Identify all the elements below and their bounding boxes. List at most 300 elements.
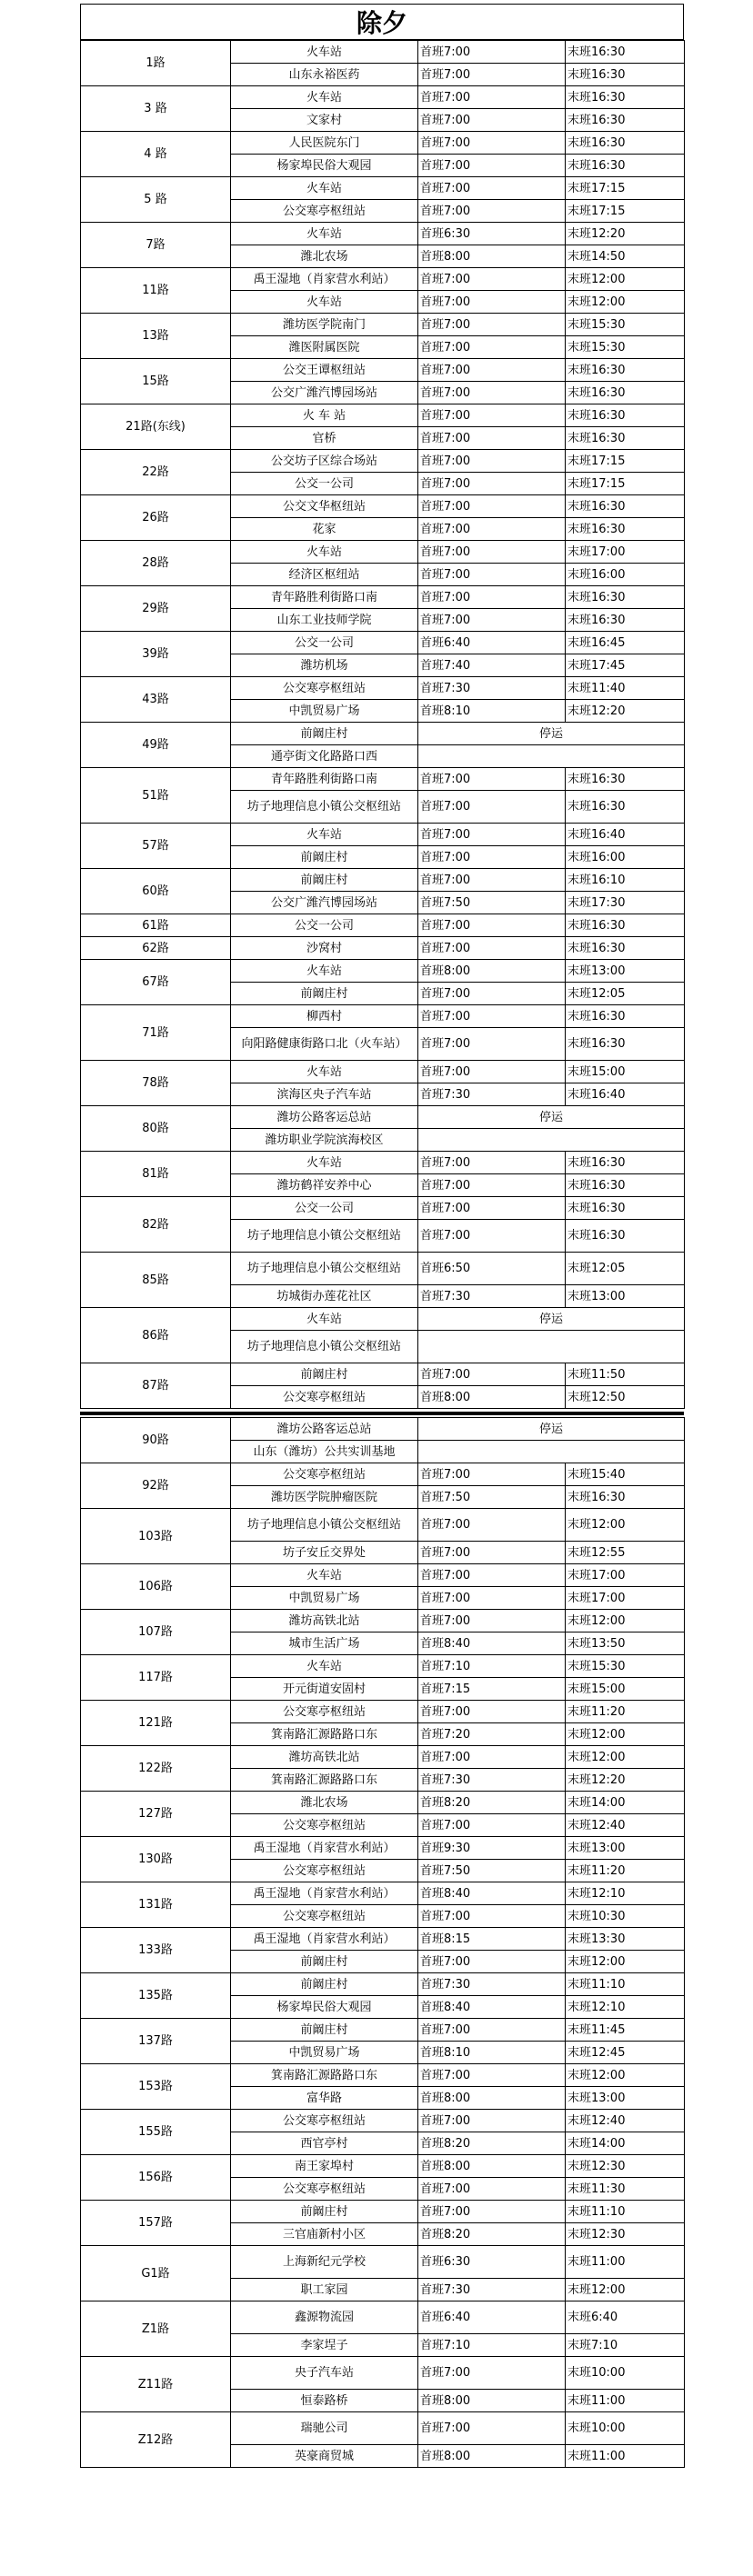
stop-name: 花家 [231,518,418,541]
route-number: 43路 [81,677,231,723]
route-number: 11路 [81,268,231,314]
last-bus-time: 末班12:30 [566,2223,685,2246]
route-number: 61路 [81,914,231,937]
route-number: 29路 [81,586,231,632]
stop-name: 开元街道安固村 [231,1678,418,1701]
last-bus-time: 末班10:30 [566,1905,685,1928]
section-divider [80,1412,684,1415]
table-row [81,1061,685,1083]
route-number: 78路 [81,1061,231,1106]
route-number: 28路 [81,541,231,586]
last-bus-time: 末班16:30 [566,1005,685,1028]
last-bus-time: 末班16:00 [566,846,685,869]
first-bus-time: 首班8:00 [418,2445,566,2468]
first-bus-time: 首班7:00 [418,1905,566,1928]
last-bus-time: 末班12:10 [566,1882,685,1905]
last-bus-time: 末班17:15 [566,450,685,473]
stop-name: 前阚庄村 [231,1973,418,1996]
route-number: 15路 [81,359,231,404]
route-number: 21路(东线) [81,404,231,450]
first-bus-time: 首班8:15 [418,1928,566,1951]
last-bus-time: 末班16:40 [566,824,685,846]
last-bus-time: 末班16:30 [566,768,685,791]
table-row [81,1564,685,1587]
route-number: 135路 [81,1973,231,2019]
table-row [81,1253,685,1285]
suspended-label: 停运 [418,723,685,745]
table-row [81,1363,685,1386]
route-number: 7路 [81,223,231,268]
stop-name: 沙窝村 [231,937,418,960]
first-bus-time: 首班7:00 [418,869,566,892]
route-number: 130路 [81,1837,231,1882]
route-number: 85路 [81,1253,231,1308]
first-bus-time: 首班7:00 [418,200,566,223]
first-bus-time: 首班7:00 [418,1610,566,1632]
stop-name: 前阚庄村 [231,846,418,869]
first-bus-time: 首班7:50 [418,1860,566,1882]
first-bus-time: 首班8:00 [418,2155,566,2178]
last-bus-time: 末班16:30 [566,155,685,177]
table-row [81,86,685,109]
last-bus-time: 末班17:00 [566,1564,685,1587]
table-row [81,541,685,564]
last-bus-time: 末班12:00 [566,1610,685,1632]
route-number: 92路 [81,1463,231,1509]
first-bus-time: 首班8:40 [418,1882,566,1905]
page-title: 除夕 [80,4,684,40]
stop-name: 潍坊高铁北站 [231,1746,418,1769]
last-bus-time: 末班16:30 [566,609,685,632]
stop-name: 公交寒亭枢纽站 [231,1463,418,1486]
first-bus-time: 首班7:00 [418,1028,566,1061]
last-bus-time: 末班12:30 [566,2155,685,2178]
first-bus-time: 首班7:00 [418,791,566,824]
last-bus-time: 末班15:00 [566,1678,685,1701]
stop-name: 官桥 [231,427,418,450]
table-row [81,2201,685,2223]
stop-name: 公交坊子区综合场站 [231,450,418,473]
last-bus-time: 末班11:40 [566,677,685,700]
first-bus-time: 首班6:40 [418,632,566,654]
first-bus-time: 首班7:00 [418,473,566,495]
stop-name: 坊子地理信息小镇公交枢纽站 [231,1509,418,1542]
first-bus-time: 首班7:10 [418,1655,566,1678]
first-bus-time: 首班7:00 [418,1814,566,1837]
stop-name: 公交一公司 [231,473,418,495]
first-bus-time: 首班7:00 [418,314,566,336]
stop-name: 前阚庄村 [231,2019,418,2042]
stop-name: 火车站 [231,1152,418,1174]
route-number: 71路 [81,1005,231,1061]
last-bus-time: 末班12:40 [566,2110,685,2132]
stop-name: 箕南路汇源路路口东 [231,2064,418,2087]
suspended-label: 停运 [418,1418,685,1441]
last-bus-time: 末班16:10 [566,869,685,892]
stop-name: 公交寒亭枢纽站 [231,1386,418,1409]
stop-name: 三官庙新村小区 [231,2223,418,2246]
last-bus-time: 末班11:20 [566,1860,685,1882]
first-bus-time: 首班6:40 [418,2301,566,2334]
route-number: 156路 [81,2155,231,2201]
stop-name: 箕南路汇源路路口东 [231,1723,418,1746]
first-bus-time: 首班7:00 [418,541,566,564]
first-bus-time: 首班7:00 [418,291,566,314]
first-bus-time: 首班7:30 [418,677,566,700]
last-bus-time: 末班13:00 [566,1837,685,1860]
first-bus-time: 首班7:00 [418,2412,566,2445]
table-row [81,1973,685,1996]
stop-name: 南王家埠村 [231,2155,418,2178]
last-bus-time: 末班10:00 [566,2357,685,2390]
last-bus-time: 末班16:00 [566,564,685,586]
table-row [81,359,685,382]
table-row [81,1509,685,1542]
stop-name: 前阚庄村 [231,869,418,892]
suspended-label: 停运 [418,1308,685,1331]
stop-name: 潍医附属医院 [231,336,418,359]
stop-name: 中凯贸易广场 [231,700,418,723]
last-bus-time: 末班16:30 [566,1220,685,1253]
route-number: 4 路 [81,132,231,177]
route-number: 67路 [81,960,231,1005]
last-bus-time: 末班16:30 [566,64,685,86]
route-number: 107路 [81,1610,231,1655]
last-bus-time: 末班16:30 [566,791,685,824]
first-bus-time: 首班7:00 [418,109,566,132]
table-row [81,869,685,892]
last-bus-time: 末班16:30 [566,586,685,609]
stop-name: 公交一公司 [231,632,418,654]
last-bus-time: 末班14:50 [566,245,685,268]
first-bus-time: 首班7:00 [418,268,566,291]
last-bus-time: 末班6:40 [566,2301,685,2334]
table-row [81,914,685,937]
last-bus-time: 末班17:15 [566,177,685,200]
route-number: 117路 [81,1655,231,1701]
route-number: 87路 [81,1363,231,1409]
last-bus-time: 末班13:30 [566,1928,685,1951]
last-bus-time: 末班11:10 [566,1973,685,1996]
stop-name: 火车站 [231,177,418,200]
route-number: 157路 [81,2201,231,2246]
first-bus-time: 首班7:00 [418,1220,566,1253]
stop-name: 公交寒亭枢纽站 [231,677,418,700]
route-number: 82路 [81,1197,231,1253]
stop-name: 火 车 站 [231,404,418,427]
last-bus-time: 末班10:00 [566,2412,685,2445]
stop-name: 箕南路汇源路路口东 [231,1769,418,1792]
stop-name: 前阚庄村 [231,1951,418,1973]
first-bus-time: 首班7:40 [418,654,566,677]
first-bus-time: 首班7:00 [418,64,566,86]
first-bus-time: 首班7:00 [418,768,566,791]
stop-name: 火车站 [231,541,418,564]
stop-name: 公交寒亭枢纽站 [231,1860,418,1882]
table-row [81,937,685,960]
first-bus-time: 首班8:00 [418,2087,566,2110]
table-row [81,2412,685,2445]
first-bus-time: 首班7:00 [418,846,566,869]
table-row [81,132,685,155]
stop-name: 公交一公司 [231,914,418,937]
first-bus-time: 首班7:30 [418,2279,566,2301]
stop-name: 经济区枢纽站 [231,564,418,586]
last-bus-time: 末班12:00 [566,1746,685,1769]
last-bus-time: 末班12:05 [566,1253,685,1285]
first-bus-time: 首班7:00 [418,359,566,382]
stop-name: 前阚庄村 [231,723,418,745]
stop-name: 鑫源物流园 [231,2301,418,2334]
table-row [81,723,685,745]
first-bus-time: 首班7:00 [418,1746,566,1769]
last-bus-time: 末班12:20 [566,700,685,723]
stop-name: 潍坊职业学院滨海校区 [231,1129,418,1152]
route-number: 3 路 [81,86,231,132]
table-row [81,1005,685,1028]
first-bus-time: 首班7:30 [418,1973,566,1996]
table-row [81,2155,685,2178]
table-row [81,1928,685,1951]
table-row [81,824,685,846]
stop-name: 潍北农场 [231,245,418,268]
stop-name: 职工家园 [231,2279,418,2301]
stop-name: 禹王湿地（肖家营水利站） [231,1928,418,1951]
last-bus-time: 末班15:30 [566,336,685,359]
first-bus-time: 首班7:00 [418,1463,566,1486]
last-bus-time: 末班12:00 [566,1509,685,1542]
table-row [81,2110,685,2132]
table-row [81,1746,685,1769]
table-row [81,41,685,64]
route-number: 81路 [81,1152,231,1197]
route-number: 51路 [81,768,231,824]
route-number: Z11路 [81,2357,231,2412]
stop-name: 富华路 [231,2087,418,2110]
stop-name: 杨家埠民俗大观园 [231,155,418,177]
stop-name: 中凯贸易广场 [231,2042,418,2064]
table-row [81,2301,685,2334]
first-bus-time: 首班7:00 [418,1174,566,1197]
stop-name: 潍坊公路客运总站 [231,1418,418,1441]
last-bus-time: 末班12:00 [566,1723,685,1746]
first-bus-time: 首班7:00 [418,914,566,937]
table-row [81,1418,685,1441]
last-bus-time: 末班16:30 [566,1028,685,1061]
first-bus-time: 首班7:00 [418,177,566,200]
first-bus-time: 首班8:20 [418,2223,566,2246]
stop-name: 潍坊医学院南门 [231,314,418,336]
last-bus-time: 末班7:10 [566,2334,685,2357]
last-bus-time: 末班15:30 [566,314,685,336]
first-bus-time: 首班7:00 [418,1587,566,1610]
first-bus-time: 首班7:50 [418,892,566,914]
stop-name: 公交王谭枢纽站 [231,359,418,382]
suspended-label: 停运 [418,1106,685,1129]
table-row [81,1837,685,1860]
first-bus-time: 首班7:30 [418,1285,566,1308]
last-bus-time: 末班16:30 [566,1152,685,1174]
last-bus-time: 末班11:10 [566,2201,685,2223]
first-bus-time: 首班7:00 [418,382,566,404]
first-bus-time: 首班7:00 [418,2201,566,2223]
first-bus-time: 首班6:30 [418,2246,566,2279]
last-bus-time: 末班12:00 [566,268,685,291]
last-bus-time: 末班16:30 [566,427,685,450]
route-number: 57路 [81,824,231,869]
first-bus-time: 首班8:20 [418,2132,566,2155]
last-bus-time: 末班11:00 [566,2445,685,2468]
first-bus-time: 首班7:00 [418,2110,566,2132]
first-bus-time: 首班7:00 [418,586,566,609]
first-bus-time: 首班7:00 [418,2178,566,2201]
stop-name: 通亭街文化路路口西 [231,745,418,768]
route-number: 26路 [81,495,231,541]
table-row [81,677,685,700]
stop-name: 滨海区央子汽车站 [231,1083,418,1106]
last-bus-time: 末班11:45 [566,2019,685,2042]
last-bus-time: 末班17:15 [566,200,685,223]
first-bus-time: 首班7:50 [418,1486,566,1509]
route-number: 5 路 [81,177,231,223]
first-bus-time: 首班7:00 [418,983,566,1005]
stop-name: 央子汽车站 [231,2357,418,2390]
route-number: 127路 [81,1792,231,1837]
stop-name: 柳西村 [231,1005,418,1028]
stop-name: 城市生活广场 [231,1632,418,1655]
first-bus-time: 首班8:40 [418,1996,566,2019]
last-bus-time: 末班16:30 [566,518,685,541]
first-bus-time: 首班7:00 [418,427,566,450]
last-bus-time: 末班14:00 [566,1792,685,1814]
last-bus-time: 末班15:30 [566,1655,685,1678]
route-number: 133路 [81,1928,231,1973]
table-row [81,2246,685,2279]
first-bus-time: 首班7:15 [418,1678,566,1701]
last-bus-time: 末班12:55 [566,1542,685,1564]
last-bus-time: 末班12:05 [566,983,685,1005]
route-number: 49路 [81,723,231,768]
stop-name: 前阚庄村 [231,983,418,1005]
first-bus-time: 首班7:00 [418,824,566,846]
table-row [81,768,685,791]
table-row [81,1792,685,1814]
stop-name: 向阳路健康街路口北（火车站） [231,1028,418,1061]
last-bus-time: 末班12:00 [566,2279,685,2301]
stop-name: 青年路胜利街路口南 [231,586,418,609]
first-bus-time: 首班7:00 [418,1363,566,1386]
table-row [81,960,685,983]
table-row [81,1655,685,1678]
route-number: 13路 [81,314,231,359]
stop-name: 公交寒亭枢纽站 [231,1814,418,1837]
first-bus-time: 首班7:00 [418,518,566,541]
table-row [81,1197,685,1220]
last-bus-time: 末班12:00 [566,1951,685,1973]
stop-name: 火车站 [231,824,418,846]
stop-name: 火车站 [231,41,418,64]
first-bus-time: 首班7:00 [418,155,566,177]
first-bus-time: 首班7:00 [418,1701,566,1723]
last-bus-time: 末班16:30 [566,1486,685,1509]
stop-name: 坊子地理信息小镇公交枢纽站 [231,1220,418,1253]
last-bus-time: 末班16:30 [566,359,685,382]
stop-name: 潍坊机场 [231,654,418,677]
stop-name: 瑞驰公司 [231,2412,418,2445]
stop-name: 坊子地理信息小镇公交枢纽站 [231,791,418,824]
stop-name: 上海新纪元学校 [231,2246,418,2279]
stop-name: 英豪商贸城 [231,2445,418,2468]
first-bus-time: 首班7:00 [418,1509,566,1542]
first-bus-time: 首班7:10 [418,2334,566,2357]
stop-name: 恒泰路桥 [231,2390,418,2412]
first-bus-time: 首班6:50 [418,1253,566,1285]
first-bus-time: 首班7:00 [418,2357,566,2390]
table-row [81,632,685,654]
stop-name: 杨家埠民俗大观园 [231,1996,418,2019]
first-bus-time: 首班7:00 [418,609,566,632]
last-bus-time: 末班13:00 [566,1285,685,1308]
first-bus-time: 首班7:00 [418,450,566,473]
last-bus-time: 末班12:00 [566,291,685,314]
stop-name: 公交广潍汽博园场站 [231,892,418,914]
stop-name: 坊子地理信息小镇公交枢纽站 [231,1331,418,1363]
last-bus-time: 末班11:00 [566,2246,685,2279]
route-number: 131路 [81,1882,231,1928]
last-bus-time: 末班16:30 [566,404,685,427]
last-bus-time: 末班16:40 [566,1083,685,1106]
table-row [81,1882,685,1905]
first-bus-time: 首班7:00 [418,1005,566,1028]
first-bus-time: 首班7:00 [418,564,566,586]
last-bus-time: 末班16:30 [566,495,685,518]
last-bus-time: 末班17:00 [566,541,685,564]
stop-name: 火车站 [231,1564,418,1587]
table-row [81,586,685,609]
first-bus-time: 首班7:00 [418,1951,566,1973]
first-bus-time: 首班7:30 [418,1769,566,1792]
route-number: G1路 [81,2246,231,2301]
stop-name: 禹王湿地（肖家营水利站） [231,1882,418,1905]
route-number: Z1路 [81,2301,231,2357]
route-number: 62路 [81,937,231,960]
stop-name: 坊城街办莲花社区 [231,1285,418,1308]
stop-name: 火车站 [231,1308,418,1331]
stop-name: 前阚庄村 [231,1363,418,1386]
last-bus-time: 末班11:00 [566,2390,685,2412]
route-number: 155路 [81,2110,231,2155]
stop-name: 潍坊公路客运总站 [231,1106,418,1129]
route-number: 122路 [81,1746,231,1792]
last-bus-time: 末班11:30 [566,2178,685,2201]
first-bus-time: 首班6:30 [418,223,566,245]
stop-name: 火车站 [231,1655,418,1678]
stop-name: 禹王湿地（肖家营水利站） [231,268,418,291]
stop-name: 公交寒亭枢纽站 [231,1701,418,1723]
last-bus-time: 末班12:20 [566,223,685,245]
table-row [81,2357,685,2390]
table-row [81,268,685,291]
empty-cell [418,745,685,768]
stop-name: 火车站 [231,291,418,314]
first-bus-time: 首班7:00 [418,1542,566,1564]
stop-name: 青年路胜利街路口南 [231,768,418,791]
table-row [81,1152,685,1174]
stop-name: 坊子地理信息小镇公交枢纽站 [231,1253,418,1285]
table-row [81,2064,685,2087]
table-row [81,1308,685,1331]
first-bus-time: 首班7:00 [418,336,566,359]
